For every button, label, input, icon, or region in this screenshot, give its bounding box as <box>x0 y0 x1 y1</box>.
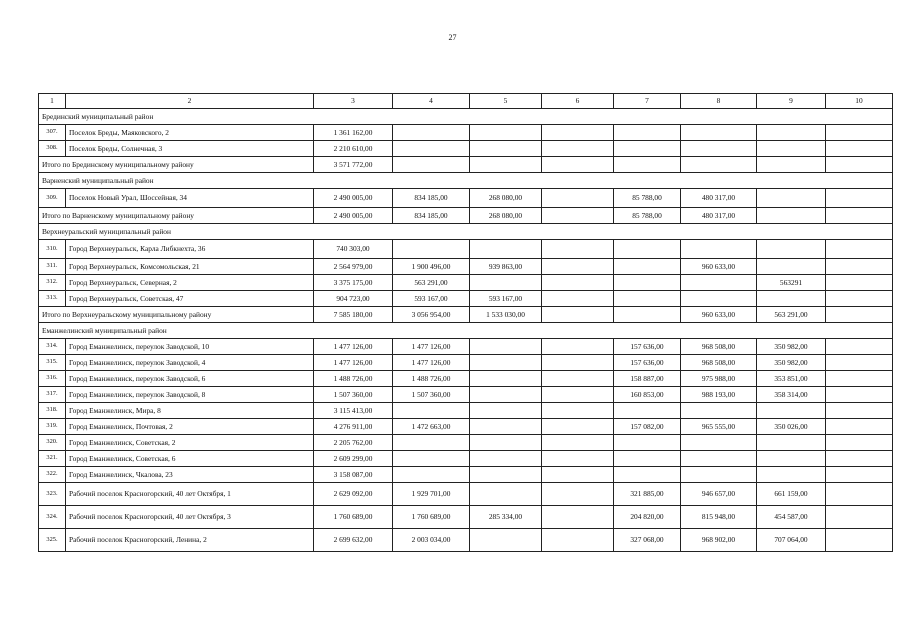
value-cell <box>614 125 681 141</box>
total-value-cell <box>614 157 681 173</box>
value-cell <box>681 125 757 141</box>
value-cell <box>542 355 614 371</box>
data-table <box>38 93 893 552</box>
total-label: Итого по Верхнеуральскому муниципальному району <box>39 307 314 323</box>
total-value-cell <box>542 157 614 173</box>
value-cell <box>826 141 893 157</box>
value-cell <box>393 125 470 141</box>
value-cell: 834 185,00 <box>393 189 470 208</box>
total-row <box>39 157 893 173</box>
value-cell: 204 820,00 <box>614 506 681 529</box>
value-cell <box>826 291 893 307</box>
address-cell: Город Еманжелинск, Мира, 8 <box>66 403 314 419</box>
value-cell <box>393 467 470 483</box>
table-row <box>39 506 893 529</box>
address-cell: Город Еманжелинск, переулок Заводской, 8 <box>66 387 314 403</box>
total-label: Итого по Варненскому муниципальному району <box>39 208 314 224</box>
value-cell: 740 303,00 <box>314 240 393 259</box>
value-cell: 285 334,00 <box>470 506 542 529</box>
value-cell: 1 488 726,00 <box>314 371 393 387</box>
total-value-cell <box>542 208 614 224</box>
row-number: 312. <box>39 275 66 291</box>
value-cell <box>826 529 893 552</box>
value-cell <box>757 259 826 275</box>
value-cell <box>470 339 542 355</box>
value-cell: 358 314,00 <box>757 387 826 403</box>
value-cell: 975 988,00 <box>681 371 757 387</box>
value-cell <box>542 371 614 387</box>
value-cell: 593 167,00 <box>393 291 470 307</box>
row-number: 311. <box>39 259 66 275</box>
table-row <box>39 403 893 419</box>
header-cell: 2 <box>66 94 314 109</box>
total-label: Итого по Брединскому муниципальному району <box>39 157 314 173</box>
address-cell: Город Еманжелинск, Почтовая, 2 <box>66 419 314 435</box>
value-cell: 157 082,00 <box>614 419 681 435</box>
value-cell: 2 629 092,00 <box>314 483 393 506</box>
value-cell <box>826 435 893 451</box>
value-cell: 2 699 632,00 <box>314 529 393 552</box>
district-name: Брединский муниципальный район <box>39 109 893 125</box>
value-cell <box>470 435 542 451</box>
value-cell: 4 276 911,00 <box>314 419 393 435</box>
value-cell <box>614 291 681 307</box>
table-row <box>39 189 893 208</box>
value-cell <box>542 529 614 552</box>
value-cell: 350 982,00 <box>757 355 826 371</box>
district-name: Верхнеуральский муниципальный район <box>39 224 893 240</box>
total-value-cell <box>826 208 893 224</box>
value-cell: 157 636,00 <box>614 339 681 355</box>
value-cell: 3 115 413,00 <box>314 403 393 419</box>
value-cell: 960 633,00 <box>681 259 757 275</box>
value-cell <box>826 125 893 141</box>
value-cell <box>470 355 542 371</box>
total-value-cell: 2 490 005,00 <box>314 208 393 224</box>
value-cell <box>757 403 826 419</box>
address-cell: Город Еманжелинск, Советская, 2 <box>66 435 314 451</box>
total-row <box>39 307 893 323</box>
value-cell: 904 723,00 <box>314 291 393 307</box>
value-cell <box>542 339 614 355</box>
value-cell <box>681 435 757 451</box>
value-cell: 1 507 360,00 <box>314 387 393 403</box>
row-number: 324. <box>39 506 66 529</box>
table-row <box>39 529 893 552</box>
value-cell <box>470 125 542 141</box>
value-cell: 327 068,00 <box>614 529 681 552</box>
address-cell: Город Верхнеуральск, Советская, 47 <box>66 291 314 307</box>
row-number: 319. <box>39 419 66 435</box>
value-cell <box>542 483 614 506</box>
table-row <box>39 387 893 403</box>
header-cell: 9 <box>757 94 826 109</box>
row-number: 310. <box>39 240 66 259</box>
value-cell: 480 317,00 <box>681 189 757 208</box>
value-cell: 1 507 360,00 <box>393 387 470 403</box>
value-cell <box>542 467 614 483</box>
header-cell: 6 <box>542 94 614 109</box>
value-cell <box>614 467 681 483</box>
table-row <box>39 451 893 467</box>
district-row <box>39 109 893 125</box>
table-row <box>39 339 893 355</box>
header-cell: 7 <box>614 94 681 109</box>
value-cell <box>542 506 614 529</box>
value-cell <box>393 435 470 451</box>
value-cell <box>393 451 470 467</box>
value-cell: 321 885,00 <box>614 483 681 506</box>
value-cell <box>681 275 757 291</box>
value-cell: 968 902,00 <box>681 529 757 552</box>
address-cell: Поселок Бреды, Солнечная, 3 <box>66 141 314 157</box>
value-cell <box>542 419 614 435</box>
header-cell: 8 <box>681 94 757 109</box>
address-cell: Город Еманжелинск, Чкалова, 23 <box>66 467 314 483</box>
page-number: 27 <box>448 33 457 42</box>
value-cell <box>681 467 757 483</box>
row-number: 313. <box>39 291 66 307</box>
value-cell <box>470 419 542 435</box>
value-cell <box>470 275 542 291</box>
value-cell <box>826 419 893 435</box>
address-cell: Город Верхнеуральск, Карла Либкнехта, 36 <box>66 240 314 259</box>
value-cell: 160 853,00 <box>614 387 681 403</box>
value-cell: 593 167,00 <box>470 291 542 307</box>
value-cell: 968 508,00 <box>681 339 757 355</box>
value-cell <box>470 371 542 387</box>
value-cell: 939 863,00 <box>470 259 542 275</box>
value-cell: 157 636,00 <box>614 355 681 371</box>
row-number: 322. <box>39 467 66 483</box>
value-cell: 2 564 979,00 <box>314 259 393 275</box>
total-value-cell: 480 317,00 <box>681 208 757 224</box>
value-cell <box>393 141 470 157</box>
value-cell <box>757 451 826 467</box>
value-cell <box>470 467 542 483</box>
address-cell: Город Еманжелинск, Советская, 6 <box>66 451 314 467</box>
value-cell <box>826 189 893 208</box>
value-cell <box>681 291 757 307</box>
table-row <box>39 435 893 451</box>
value-cell: 661 159,00 <box>757 483 826 506</box>
row-number: 323. <box>39 483 66 506</box>
district-row <box>39 323 893 339</box>
value-cell: 268 080,00 <box>470 189 542 208</box>
value-cell <box>757 291 826 307</box>
value-cell <box>542 451 614 467</box>
table-row <box>39 141 893 157</box>
value-cell: 1 900 496,00 <box>393 259 470 275</box>
address-cell: Поселок Новый Урал, Шоссейная, 34 <box>66 189 314 208</box>
value-cell <box>681 141 757 157</box>
row-number: 321. <box>39 451 66 467</box>
value-cell <box>757 240 826 259</box>
value-cell <box>826 371 893 387</box>
value-cell <box>614 435 681 451</box>
table-row <box>39 355 893 371</box>
header-cell: 3 <box>314 94 393 109</box>
value-cell: 3 158 087,00 <box>314 467 393 483</box>
value-cell <box>614 451 681 467</box>
total-row <box>39 208 893 224</box>
value-cell <box>681 451 757 467</box>
header-row <box>39 94 893 109</box>
value-cell <box>757 467 826 483</box>
value-cell: 1 929 701,00 <box>393 483 470 506</box>
district-row <box>39 224 893 240</box>
value-cell <box>826 275 893 291</box>
row-number: 316. <box>39 371 66 387</box>
row-number: 318. <box>39 403 66 419</box>
total-value-cell <box>614 307 681 323</box>
value-cell <box>470 141 542 157</box>
value-cell <box>826 387 893 403</box>
value-cell: 563 291,00 <box>393 275 470 291</box>
value-cell: 2 210 610,00 <box>314 141 393 157</box>
total-value-cell: 834 185,00 <box>393 208 470 224</box>
value-cell: 158 887,00 <box>614 371 681 387</box>
value-cell: 1 477 126,00 <box>314 355 393 371</box>
value-cell <box>542 403 614 419</box>
header-cell: 1 <box>39 94 66 109</box>
table-row <box>39 419 893 435</box>
value-cell <box>826 240 893 259</box>
total-value-cell: 960 633,00 <box>681 307 757 323</box>
header-cell: 4 <box>393 94 470 109</box>
value-cell <box>542 291 614 307</box>
value-cell: 1 477 126,00 <box>393 339 470 355</box>
value-cell: 968 508,00 <box>681 355 757 371</box>
value-cell: 946 657,00 <box>681 483 757 506</box>
value-cell: 350 982,00 <box>757 339 826 355</box>
table-row <box>39 371 893 387</box>
value-cell <box>757 125 826 141</box>
value-cell: 454 587,00 <box>757 506 826 529</box>
row-number: 320. <box>39 435 66 451</box>
value-cell: 85 788,00 <box>614 189 681 208</box>
value-cell: 2 205 762,00 <box>314 435 393 451</box>
address-cell: Рабочий поселок Красногорский, 40 лет Октября, 1 <box>66 483 314 506</box>
table-row <box>39 125 893 141</box>
total-value-cell: 1 533 030,00 <box>470 307 542 323</box>
row-number: 308. <box>39 141 66 157</box>
value-cell <box>757 435 826 451</box>
value-cell: 815 948,00 <box>681 506 757 529</box>
total-value-cell: 3 571 772,00 <box>314 157 393 173</box>
value-cell <box>542 435 614 451</box>
total-value-cell <box>393 157 470 173</box>
address-cell: Поселок Бреды, Маяковского, 2 <box>66 125 314 141</box>
total-value-cell: 3 056 954,00 <box>393 307 470 323</box>
value-cell <box>542 275 614 291</box>
row-number: 317. <box>39 387 66 403</box>
value-cell <box>542 125 614 141</box>
value-cell <box>757 189 826 208</box>
table-row <box>39 275 893 291</box>
row-number: 325. <box>39 529 66 552</box>
value-cell <box>470 387 542 403</box>
address-cell: Город Еманжелинск, переулок Заводской, 4 <box>66 355 314 371</box>
value-cell <box>470 403 542 419</box>
value-cell <box>614 240 681 259</box>
value-cell <box>826 259 893 275</box>
value-cell: 988 193,00 <box>681 387 757 403</box>
value-cell: 965 555,00 <box>681 419 757 435</box>
header-cell: 5 <box>470 94 542 109</box>
table-row <box>39 291 893 307</box>
value-cell: 1 488 726,00 <box>393 371 470 387</box>
total-value-cell <box>826 307 893 323</box>
value-cell <box>614 403 681 419</box>
value-cell: 1 760 689,00 <box>314 506 393 529</box>
total-value-cell <box>757 157 826 173</box>
value-cell <box>393 240 470 259</box>
value-cell <box>542 189 614 208</box>
value-cell <box>614 259 681 275</box>
table-row <box>39 467 893 483</box>
value-cell <box>614 141 681 157</box>
value-cell: 2 003 034,00 <box>393 529 470 552</box>
value-cell <box>757 141 826 157</box>
total-value-cell <box>826 157 893 173</box>
value-cell <box>470 483 542 506</box>
value-cell <box>826 339 893 355</box>
district-name: Варненский муниципальный район <box>39 173 893 189</box>
value-cell <box>826 483 893 506</box>
value-cell: 1 361 162,00 <box>314 125 393 141</box>
value-cell <box>470 529 542 552</box>
value-cell <box>826 403 893 419</box>
table-row <box>39 259 893 275</box>
address-cell: Город Еманжелинск, переулок Заводской, 10 <box>66 339 314 355</box>
total-value-cell: 268 080,00 <box>470 208 542 224</box>
value-cell <box>681 403 757 419</box>
address-cell: Рабочий поселок Красногорский, Ленина, 2 <box>66 529 314 552</box>
value-cell <box>470 451 542 467</box>
total-value-cell <box>470 157 542 173</box>
value-cell: 3 375 175,00 <box>314 275 393 291</box>
total-value-cell: 7 585 180,00 <box>314 307 393 323</box>
row-number: 314. <box>39 339 66 355</box>
value-cell <box>826 467 893 483</box>
value-cell: 1 477 126,00 <box>314 339 393 355</box>
row-number: 309. <box>39 189 66 208</box>
value-cell <box>542 141 614 157</box>
value-cell: 353 851,00 <box>757 371 826 387</box>
total-value-cell <box>681 157 757 173</box>
table-body <box>39 94 893 552</box>
address-cell: Город Верхнеуральск, Северная, 2 <box>66 275 314 291</box>
value-cell: 1 760 689,00 <box>393 506 470 529</box>
value-cell: 1 477 126,00 <box>393 355 470 371</box>
value-cell: 2 490 005,00 <box>314 189 393 208</box>
value-cell <box>614 275 681 291</box>
row-number: 315. <box>39 355 66 371</box>
value-cell: 350 026,00 <box>757 419 826 435</box>
value-cell <box>470 240 542 259</box>
table-row <box>39 240 893 259</box>
value-cell <box>826 506 893 529</box>
total-value-cell: 563 291,00 <box>757 307 826 323</box>
value-cell <box>542 387 614 403</box>
value-cell <box>826 355 893 371</box>
header-cell: 10 <box>826 94 893 109</box>
value-cell <box>393 403 470 419</box>
value-cell <box>826 451 893 467</box>
value-cell <box>681 240 757 259</box>
total-value-cell <box>542 307 614 323</box>
value-cell: 707 064,00 <box>757 529 826 552</box>
value-cell <box>542 240 614 259</box>
district-name: Еманжелинский муниципальный район <box>39 323 893 339</box>
address-cell: Рабочий поселок Красногорский, 40 лет Октября, 3 <box>66 506 314 529</box>
value-cell: 2 609 299,00 <box>314 451 393 467</box>
total-value-cell: 85 788,00 <box>614 208 681 224</box>
value-cell <box>542 259 614 275</box>
district-row <box>39 173 893 189</box>
row-number: 307. <box>39 125 66 141</box>
value-cell: 1 472 663,00 <box>393 419 470 435</box>
table-row <box>39 483 893 506</box>
total-value-cell <box>757 208 826 224</box>
value-cell: 563291 <box>757 275 826 291</box>
address-cell: Город Еманжелинск, переулок Заводской, 6 <box>66 371 314 387</box>
address-cell: Город Верхнеуральск, Комсомольская, 21 <box>66 259 314 275</box>
